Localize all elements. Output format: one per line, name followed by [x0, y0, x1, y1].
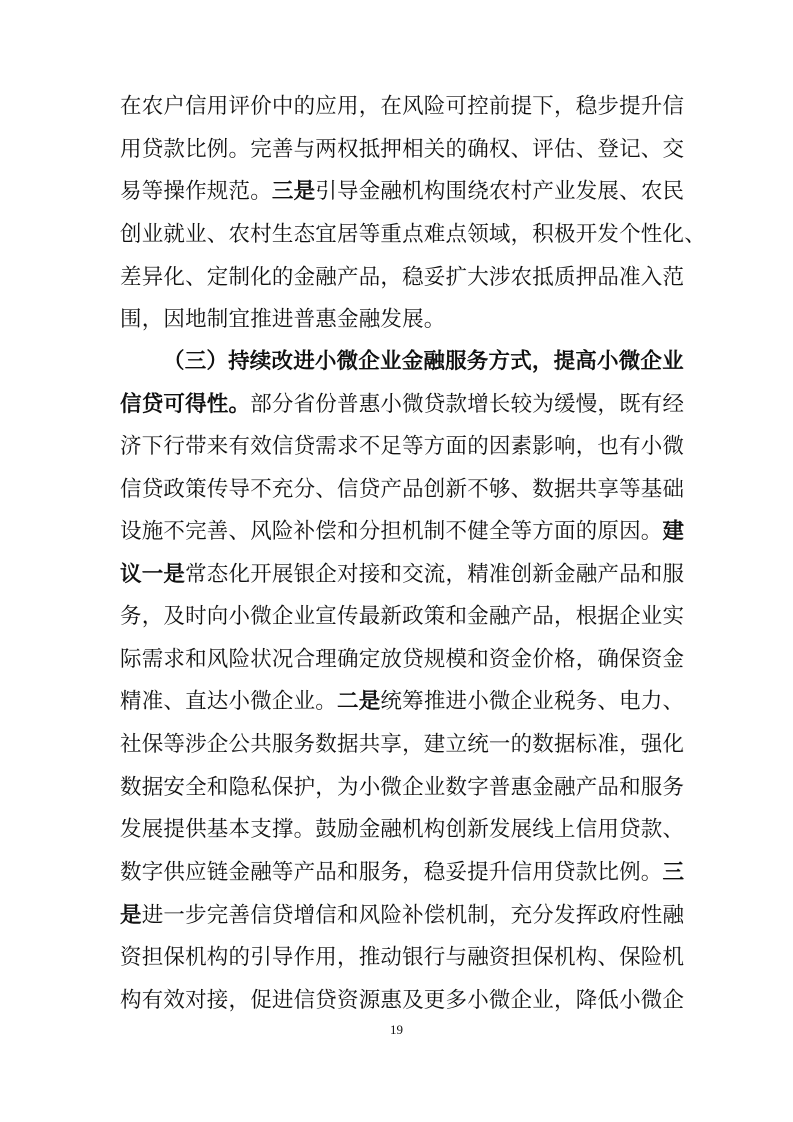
text-line	[120, 305, 673, 335]
text-run: 常态化开展银企对接和交流，精准创新金融产品和服	[185, 562, 685, 587]
text-run: 济下行带来有效信贷需求不足等方面的因素影响，也有小微	[120, 434, 685, 459]
text-run: 进一步完善信贷增信和风险补偿机制，充分发挥政府性融	[141, 903, 685, 928]
text-line	[120, 901, 685, 931]
bold-run: 议一是	[120, 562, 186, 587]
bold-run: 二是	[337, 689, 381, 714]
text-line	[120, 986, 685, 1016]
text-run: 资担保机构的引导作用，推动银行与融资担保机构、保险机	[120, 945, 685, 970]
text-line	[120, 220, 706, 250]
text-line	[120, 730, 685, 760]
text-run: 社保等涉企公共服务数据共享，建立统一的数据标准，强化	[120, 732, 685, 757]
text-line	[120, 773, 685, 803]
text-line	[120, 560, 685, 590]
text-line	[120, 687, 685, 717]
text-run: 数字供应链金融等产品和服务，稳妥提升信用贷款比例。	[120, 860, 663, 885]
text-run: 差异化、定制化的金融产品，稳妥扩大涉农抵质押品准入范	[120, 265, 685, 290]
bold-run: 三	[662, 860, 685, 885]
text-run: 精准、直达小微企业。	[120, 689, 338, 714]
text-line	[120, 815, 685, 845]
page-number: 19	[390, 1022, 403, 1037]
text-line	[120, 177, 685, 207]
text-run: 构有效对接，促进信贷资源惠及更多小微企业，降低小微企	[120, 988, 685, 1013]
bold-run: 三是	[271, 179, 316, 204]
text-line	[120, 645, 685, 675]
bold-run: （三）持续改进小微企业金融服务方式，提高小微企业	[163, 349, 684, 374]
text-run: 信贷政策传导不充分、信贷产品创新不够、数据共享等基础	[120, 477, 685, 502]
text-run: 围，因地制宜推进普惠金融发展。	[120, 307, 446, 332]
text-run: 引导金融机构围绕农村产业发展、农民	[315, 179, 685, 204]
text-line	[120, 135, 685, 165]
text-run: 在农户信用评价中的应用，在风险可控前提下，稳步提升信	[120, 94, 685, 119]
text-run: 易等操作规范。	[120, 179, 272, 204]
text-run: 设施不完善、风险补偿和分担机制不健全等方面的原因。	[120, 519, 663, 544]
text-run: 统筹推进小微企业税务、电力、	[380, 689, 685, 714]
text-line	[120, 475, 685, 505]
text-run: 用贷款比例。完善与两权抵押相关的确权、评估、登记、交	[120, 137, 685, 162]
text-run: 务，及时向小微企业宣传最新政策和金融产品，根据企业实	[120, 604, 685, 629]
text-run: 发展提供基本支撑。鼓励金融机构创新发展线上信用贷款、	[120, 817, 685, 842]
bold-run: 是	[120, 903, 142, 928]
text-line	[120, 943, 685, 973]
bold-run: 信贷可得性。	[120, 392, 251, 417]
text-line	[120, 263, 685, 293]
text-line	[120, 432, 685, 462]
text-run: 数据安全和隐私保护，为小微企业数字普惠金融产品和服务	[120, 775, 685, 800]
text-line	[120, 517, 685, 547]
text-line	[163, 347, 684, 377]
text-line	[120, 92, 685, 122]
text-line	[120, 602, 685, 632]
text-run: 部分省份普惠小微贷款增长较为缓慢，既有经	[250, 392, 685, 417]
text-line	[120, 858, 685, 888]
bold-run: 建	[662, 519, 685, 544]
text-run: 创业就业、农村生态宜居等重点难点领域，积极开发个性化、	[120, 222, 706, 247]
text-line	[120, 390, 685, 420]
text-run: 际需求和风险状况合理确定放贷规模和资金价格，确保资金	[120, 647, 685, 672]
